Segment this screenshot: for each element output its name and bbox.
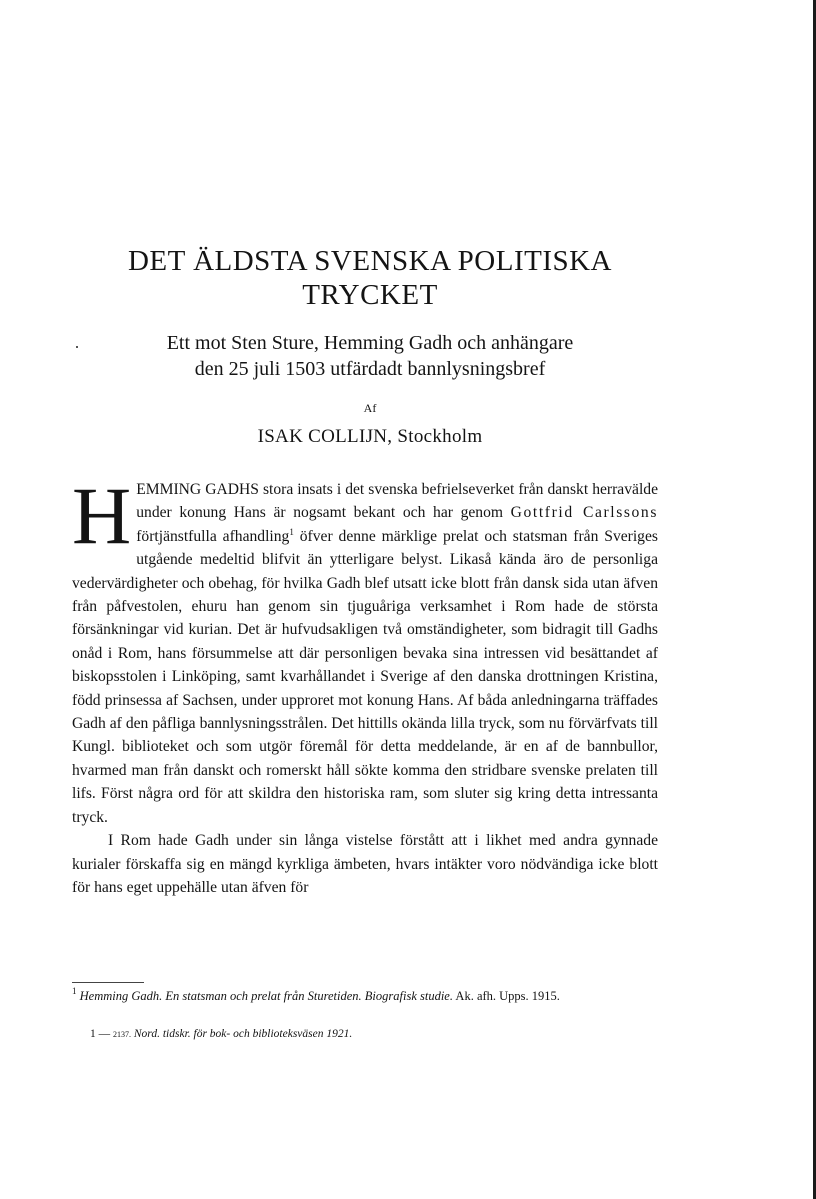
article-subtitle: [70, 330, 670, 382]
paragraph-1-rest: öfver denne märklige prelat och statsman från Sveriges utgående medeltid blifvit än ytterligare belyst. Likaså kända äro de personliga vedervärdigheter och obehag, för hvilka Gadh blef utsatt icke blott från dansk sida utan äfven från påfvestolen, ehuru han genom sin tjuguåriga verksamhet i Rom hade de största försänkningar vid kurian. Det är hufvudsakligen två omständigheter, som bidragit till Gadhs onåd i Rom, hans försummelse att där personligen bevaka sina intressen vid besättandet af biskopsstolen i Linköping, samt kvarhållandet i Sverige af den danska drottningen Kristina, född prinsessa af Sachsen, under upproret mot konung Hans. Af båda anledningarna träffades Gadh af den påfliga bannlysningsstrålen. Det hittills okända lilla tryck, som nu förvärfvats till Kungl. biblioteket och som utgör föremål för detta meddelande, är en af de bannbullor, hvarmed man från danskt och romerskt håll sökte komma den stridbare svenske prelaten till lifs. Först några ord för att skildra den historiska ram, som sluter sig kring detta intressanta tryck.: [72, 527, 658, 826]
sheet-number: 1: [90, 1028, 96, 1040]
article-title: [70, 244, 670, 312]
paragraph-1-mid: förtjänstfulla afhandling: [136, 527, 290, 545]
journal-name: Nord. tidskr. för bok- och biblioteksväsen 1921.: [133, 1028, 353, 1040]
paragraph-2: I Rom hade Gadh under sin långa vistelse förstått att i likhet med andra gynnade kurialer förskaffa sig en mängd kyrkliga ämbeten, hvars intäkter voro nödvändiga icke blott för hans eget uppehälle utan äfven för: [72, 832, 658, 896]
footnote-reference: 1: [289, 526, 294, 537]
drop-cap: H: [72, 470, 132, 561]
footer-dash: —: [98, 1028, 111, 1040]
byline-prefix: Af: [363, 401, 377, 415]
footnote-rest: Ak. afh. Upps. 1915.: [455, 989, 560, 1003]
author-reference: Gottfrid Carlssons: [510, 504, 658, 522]
page-footer: [90, 1028, 352, 1040]
title-line-2: TRYCKET: [302, 279, 438, 311]
subtitle-line-2: den 25 juli 1503 utfärdadt bannlysningsbref: [194, 358, 546, 380]
paragraph-1: [72, 470, 658, 829]
footnote-marker: 1: [72, 986, 77, 996]
author-name: ISAK COLLIJN, Stockholm: [257, 426, 483, 447]
subtitle-line-1: Ett mot Sten Sture, Hemming Gadh och anhängare: [166, 332, 574, 354]
footnote: [72, 987, 658, 1005]
article-body: [72, 470, 658, 899]
title-line-1: DET ÄLDSTA SVENSKA POLITISKA: [127, 245, 613, 277]
footnote-divider: [72, 982, 144, 983]
job-number: 2137.: [113, 1030, 131, 1039]
footnote-citation: Hemming Gadh. En statsman och prelat från Sturetiden. Biografisk studie.: [79, 989, 453, 1003]
paragraph-1-lead: EMMING GADHS stora insats i det svenska befrielseverket från danskt herravälde under konung Hans är nogsamt bekant och har genom: [136, 481, 658, 522]
